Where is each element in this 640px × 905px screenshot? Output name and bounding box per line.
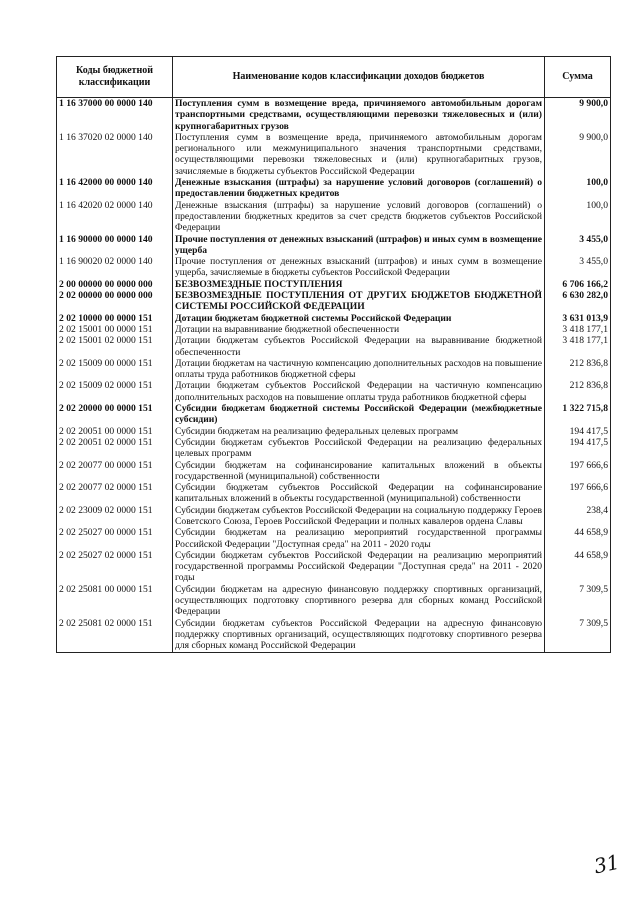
table-row bbox=[57, 234, 611, 257]
row-sum: 3 631 013,9 bbox=[545, 313, 611, 324]
row-sum: 44 658,9 bbox=[545, 527, 611, 550]
table-row bbox=[57, 256, 611, 279]
table-row bbox=[57, 505, 611, 528]
row-code: 2 02 25027 00 0000 151 bbox=[57, 527, 173, 550]
row-code: 1 16 90020 02 0000 140 bbox=[57, 256, 173, 279]
row-sum: 194 417,5 bbox=[545, 437, 611, 460]
row-sum: 238,4 bbox=[545, 505, 611, 528]
row-code: 2 02 20000 00 0000 151 bbox=[57, 403, 173, 426]
row-name: Субсидии бюджетам на реализацию мероприятий государственной программы Российской Федерации "Доступная среда" на 2011 - 2020 годы bbox=[173, 527, 545, 550]
table-row bbox=[57, 550, 611, 584]
row-name: Субсидии бюджетам субъектов Российской Федерации на софинансирование капитальных вложений в объекты государственной (муниципальной) собственности bbox=[173, 482, 545, 505]
row-code: 2 02 15001 00 0000 151 bbox=[57, 324, 173, 335]
row-name: Субсидии бюджетам субъектов Российской Федерации на адресную финансовую поддержку спортивных организаций, осуществляющих подготовку спортивного резерва для сборных команд Российской Федерации bbox=[173, 618, 545, 652]
table-row bbox=[57, 290, 611, 313]
row-code: 2 02 15001 02 0000 151 bbox=[57, 335, 173, 358]
row-name: Прочие поступления от денежных взысканий (штрафов) и иных сумм в возмещение ущерба, зачисляемые в бюджеты субъектов Российской Федерации bbox=[173, 256, 545, 279]
row-code: 2 02 15009 02 0000 151 bbox=[57, 380, 173, 403]
row-sum: 7 309,5 bbox=[545, 618, 611, 652]
table-row bbox=[57, 380, 611, 403]
table-row bbox=[57, 279, 611, 290]
table-row bbox=[57, 437, 611, 460]
table-row bbox=[57, 200, 611, 234]
table-row bbox=[57, 358, 611, 381]
row-name: Денежные взыскания (штрафы) за нарушение условий договоров (соглашений) о предоставлении бюджетных кредитов bbox=[173, 177, 545, 200]
header-name: Наименование кодов классификации доходов бюджетов bbox=[173, 57, 545, 98]
table-row bbox=[57, 403, 611, 426]
row-name: Субсидии бюджетам на адресную финансовую поддержку спортивных организаций, осуществляющих подготовку спортивного резерва для сборных команд Российской Федерации bbox=[173, 584, 545, 618]
row-name: БЕЗВОЗМЕЗДНЫЕ ПОСТУПЛЕНИЯ bbox=[173, 279, 545, 290]
row-code: 2 02 25081 00 0000 151 bbox=[57, 584, 173, 618]
table-row bbox=[57, 426, 611, 437]
row-code: 1 16 37000 00 0000 140 bbox=[57, 98, 173, 132]
row-code: 1 16 90000 00 0000 140 bbox=[57, 234, 173, 257]
row-sum: 100,0 bbox=[545, 177, 611, 200]
table-body bbox=[57, 98, 611, 653]
row-code: 2 02 25081 02 0000 151 bbox=[57, 618, 173, 652]
row-name: Поступления сумм в возмещение вреда, причиняемого автомобильным дорогам регионального или межмуниципального значения транспортными средствами, осуществляющими перевозки тяжеловесных и (или) крупногабаритных грузов, зачисляемые в бюджеты субъектов Российской Федерации bbox=[173, 132, 545, 177]
row-name: Субсидии бюджетам бюджетной системы Российской Федерации (межбюджетные субсидии) bbox=[173, 403, 545, 426]
row-code: 2 02 10000 00 0000 151 bbox=[57, 313, 173, 324]
row-code: 1 16 37020 02 0000 140 bbox=[57, 132, 173, 177]
row-name: Субсидии бюджетам на реализацию федеральных целевых программ bbox=[173, 426, 545, 437]
header-code: Коды бюджетной классификации bbox=[57, 57, 173, 98]
row-name: Дотации бюджетам субъектов Российской Федерации на выравнивание бюджетной обеспеченности bbox=[173, 335, 545, 358]
row-name: Дотации бюджетам субъектов Российской Федерации на частичную компенсацию дополнительных расходов на повышение оплаты труда работников бюджетной сферы bbox=[173, 380, 545, 403]
table-row bbox=[57, 460, 611, 483]
table-row bbox=[57, 335, 611, 358]
row-sum: 3 455,0 bbox=[545, 256, 611, 279]
row-name: Денежные взыскания (штрафы) за нарушение условий договоров (соглашений) о предоставлении бюджетных кредитов за счет средств бюджетов субъектов Российской Федерации bbox=[173, 200, 545, 234]
row-name: Субсидии бюджетам на софинансирование капитальных вложений в объекты государственной (муниципальной) собственности bbox=[173, 460, 545, 483]
row-code: 2 02 23009 02 0000 151 bbox=[57, 505, 173, 528]
row-name: Прочие поступления от денежных взысканий (штрафов) и иных сумм в возмещение ущерба bbox=[173, 234, 545, 257]
table-row bbox=[57, 584, 611, 618]
row-name: Поступления сумм в возмещение вреда, причиняемого автомобильным дорогам транспортными средствами, осуществляющими перевозки тяжеловесных и (или) крупногабаритных грузов bbox=[173, 98, 545, 132]
table-row bbox=[57, 527, 611, 550]
row-name: Дотации бюджетам на частичную компенсацию дополнительных расходов на повышение оплаты труда работников бюджетной сферы bbox=[173, 358, 545, 381]
page-number: 31 bbox=[591, 849, 622, 879]
row-sum: 3 418 177,1 bbox=[545, 324, 611, 335]
row-sum: 100,0 bbox=[545, 200, 611, 234]
row-sum: 212 836,8 bbox=[545, 358, 611, 381]
row-code: 2 02 00000 00 0000 000 bbox=[57, 290, 173, 313]
row-sum: 44 658,9 bbox=[545, 550, 611, 584]
row-sum: 212 836,8 bbox=[545, 380, 611, 403]
row-sum: 197 666,6 bbox=[545, 460, 611, 483]
row-code: 1 16 42000 00 0000 140 bbox=[57, 177, 173, 200]
header-sum: Сумма bbox=[545, 57, 611, 98]
row-sum: 1 322 715,8 bbox=[545, 403, 611, 426]
row-name: Субсидии бюджетам субъектов Российской Федерации на реализацию мероприятий государственной программы Российской Федерации "Доступная среда" на 2011 - 2020 годы bbox=[173, 550, 545, 584]
row-code: 2 02 20077 00 0000 151 bbox=[57, 460, 173, 483]
row-sum: 7 309,5 bbox=[545, 584, 611, 618]
table-row bbox=[57, 482, 611, 505]
table-row bbox=[57, 98, 611, 132]
table-row bbox=[57, 132, 611, 177]
row-code: 2 02 20051 00 0000 151 bbox=[57, 426, 173, 437]
row-code: 2 02 15009 00 0000 151 bbox=[57, 358, 173, 381]
row-code: 2 02 20077 02 0000 151 bbox=[57, 482, 173, 505]
revenue-classification-table bbox=[56, 56, 611, 653]
row-sum: 9 900,0 bbox=[545, 98, 611, 132]
row-sum: 197 666,6 bbox=[545, 482, 611, 505]
table-row bbox=[57, 177, 611, 200]
row-name: БЕЗВОЗМЕЗДНЫЕ ПОСТУПЛЕНИЯ ОТ ДРУГИХ БЮДЖЕТОВ БЮДЖЕТНОЙ СИСТЕМЫ РОССИЙСКОЙ ФЕДЕРАЦИИ bbox=[173, 290, 545, 313]
row-code: 2 02 20051 02 0000 151 bbox=[57, 437, 173, 460]
row-name: Субсидии бюджетам субъектов Российской Федерации на социальную поддержку Героев Советского Союза, Героев Российской Федерации и полных кавалеров ордена Славы bbox=[173, 505, 545, 528]
row-sum: 194 417,5 bbox=[545, 426, 611, 437]
row-sum: 3 418 177,1 bbox=[545, 335, 611, 358]
table-row bbox=[57, 313, 611, 324]
table-row bbox=[57, 324, 611, 335]
row-code: 2 02 25027 02 0000 151 bbox=[57, 550, 173, 584]
row-name: Дотации бюджетам бюджетной системы Российской Федерации bbox=[173, 313, 545, 324]
row-name: Дотации на выравнивание бюджетной обеспеченности bbox=[173, 324, 545, 335]
table-header-row bbox=[57, 57, 611, 98]
row-sum: 3 455,0 bbox=[545, 234, 611, 257]
row-sum: 6 706 166,2 bbox=[545, 279, 611, 290]
row-name: Субсидии бюджетам субъектов Российской Федерации на реализацию федеральных целевых программ bbox=[173, 437, 545, 460]
table-row bbox=[57, 618, 611, 652]
row-sum: 6 630 282,0 bbox=[545, 290, 611, 313]
row-sum: 9 900,0 bbox=[545, 132, 611, 177]
row-code: 2 00 00000 00 0000 000 bbox=[57, 279, 173, 290]
row-code: 1 16 42020 02 0000 140 bbox=[57, 200, 173, 234]
